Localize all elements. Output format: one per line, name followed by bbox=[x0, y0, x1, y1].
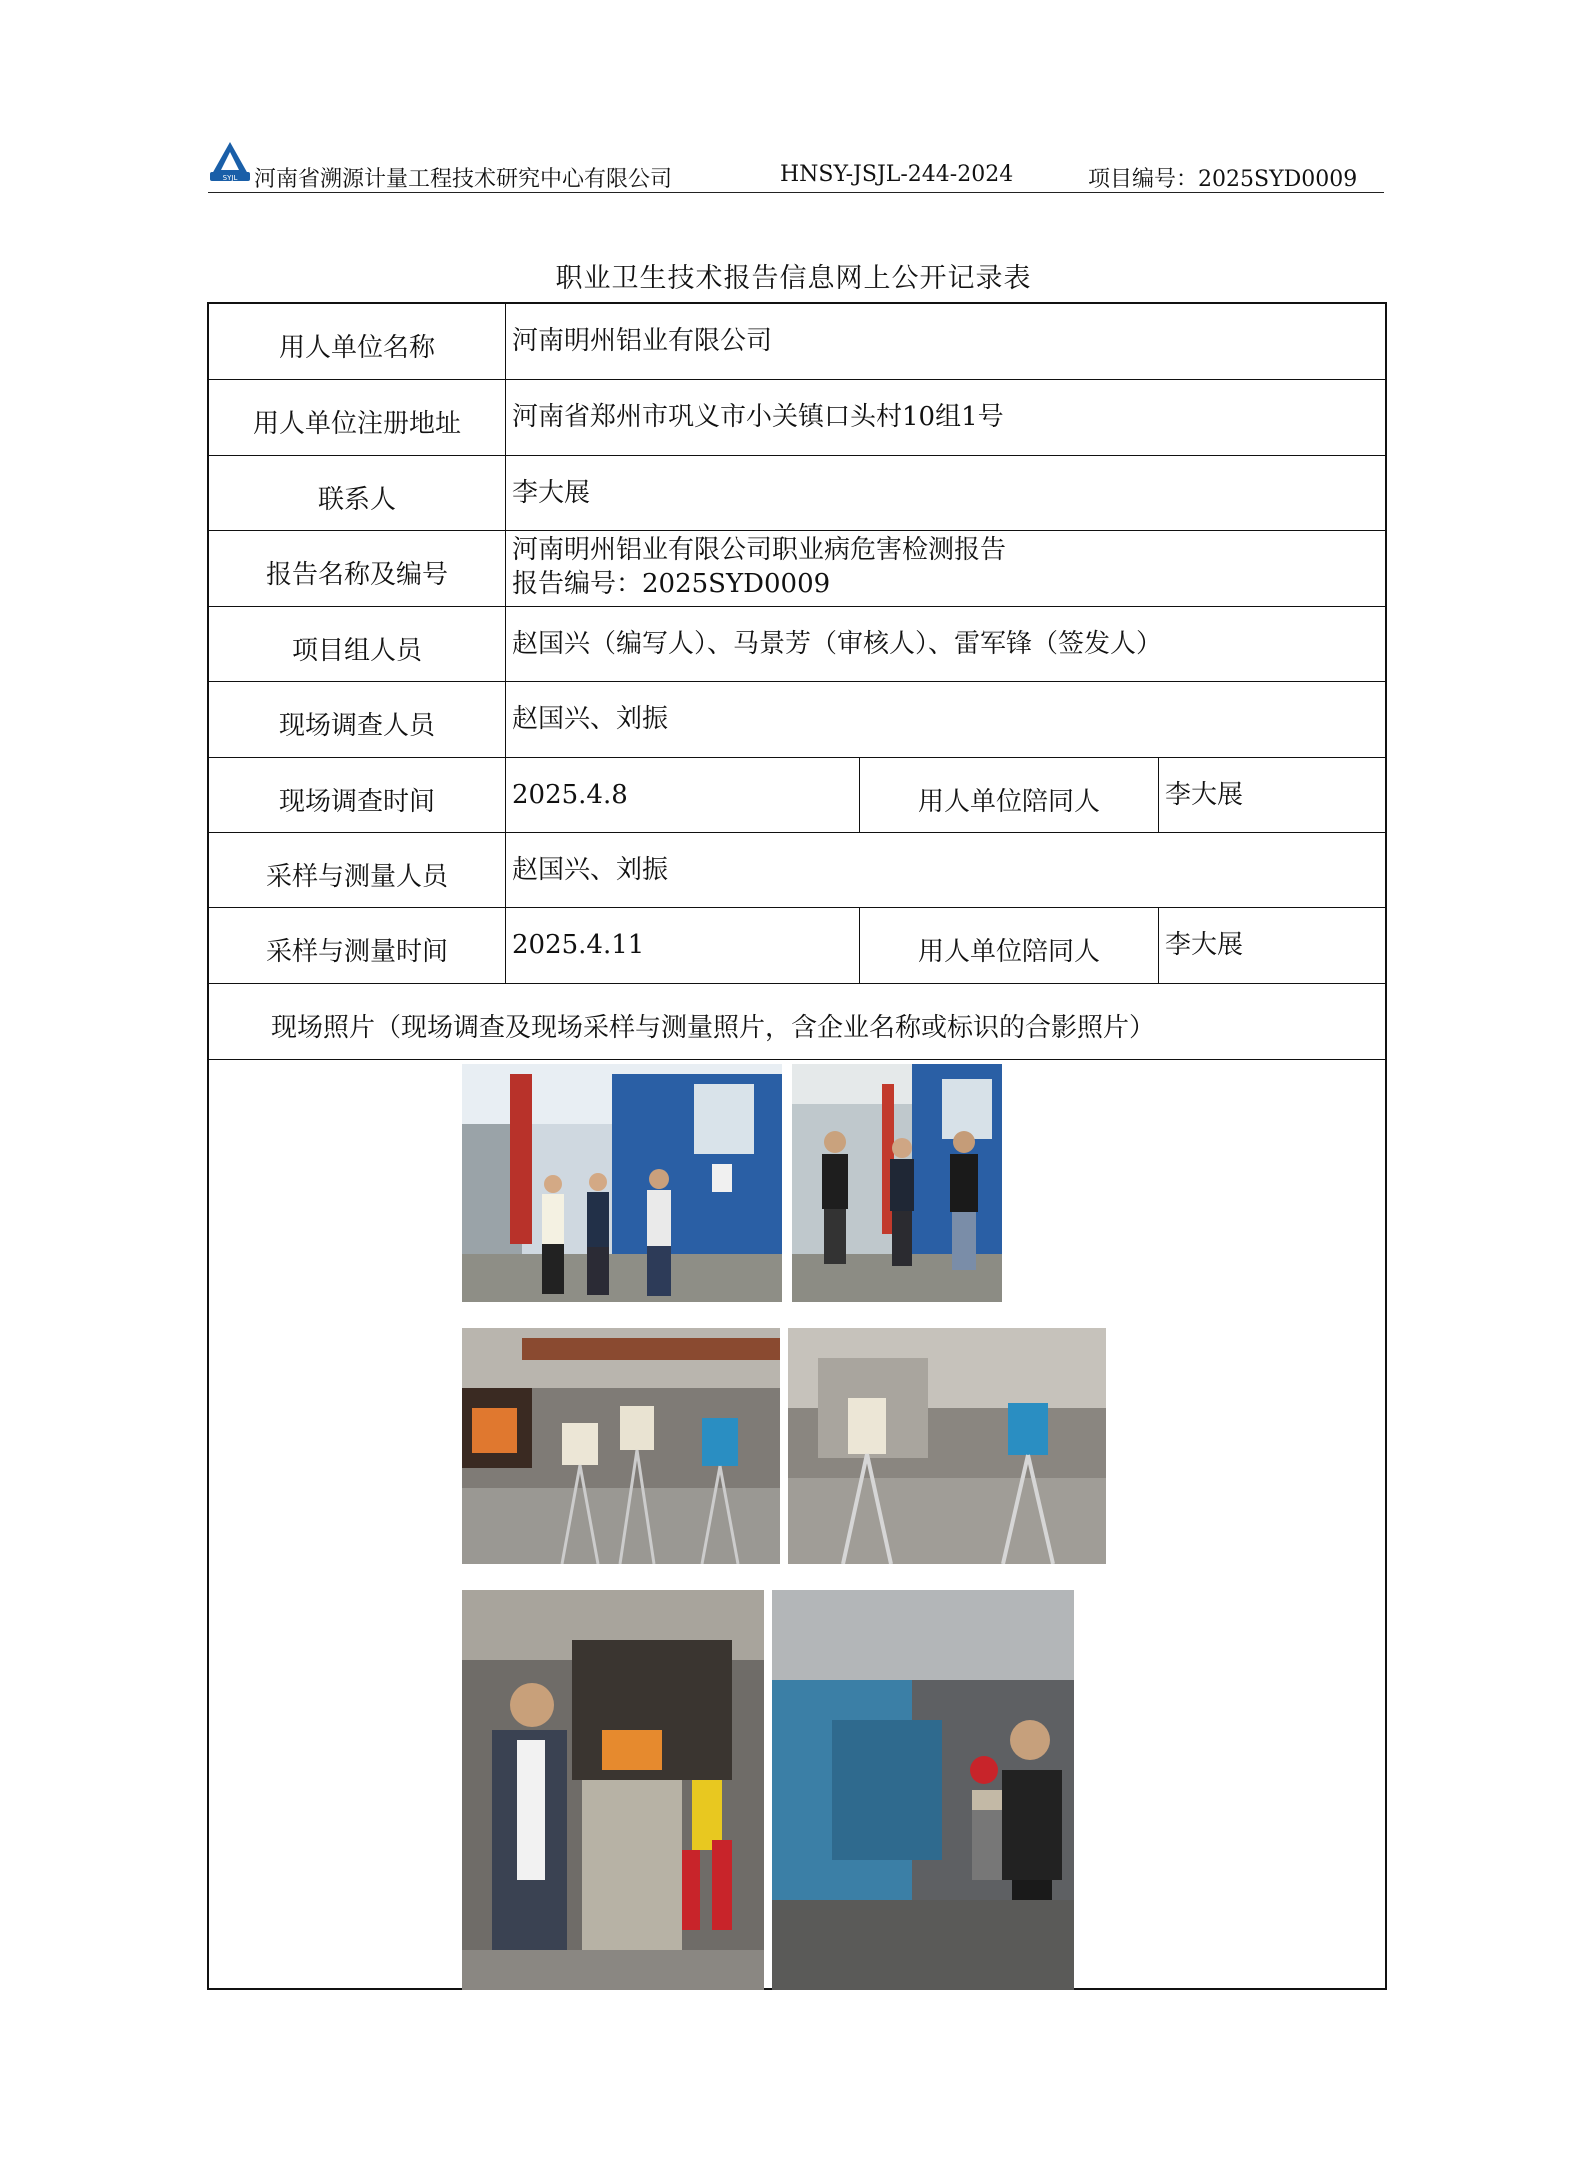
label-address: 用人单位注册地址 bbox=[252, 409, 461, 439]
photo-production-line bbox=[772, 1590, 1074, 1990]
row-contact bbox=[209, 456, 1385, 531]
value-survey-companion: 李大展 bbox=[1158, 758, 1385, 832]
value-contact: 李大展 bbox=[505, 456, 1385, 530]
label-sampling-staff: 采样与测量人员 bbox=[265, 861, 448, 892]
value-unit-name: 河南明州铝业有限公司 bbox=[505, 304, 1385, 379]
photo-group-gate bbox=[462, 1064, 782, 1302]
header-company: 河南省溯源计量工程技术研究中心有限公司 bbox=[254, 167, 673, 192]
photo-control-panel bbox=[462, 1590, 764, 1990]
row-sampling-staff bbox=[209, 833, 1385, 908]
page-header bbox=[208, 140, 1384, 193]
photo-area bbox=[209, 1060, 1385, 1990]
row-survey-time bbox=[209, 758, 1385, 833]
header-project-number: 项目编号：2025SYD0009 bbox=[1088, 167, 1358, 192]
label-report: 报告名称及编号 bbox=[265, 560, 448, 590]
value-survey-time: 2025.4.8 bbox=[505, 758, 859, 832]
value-report bbox=[505, 531, 1385, 606]
label-sampling-companion: 用人单位陪同人 bbox=[859, 908, 1158, 983]
record-table bbox=[207, 302, 1387, 1990]
value-team: 赵国兴（编写人）、马景芳（审核人）、雷军锋（签发人） bbox=[505, 607, 1385, 681]
document-title: 职业卫生技术报告信息网上公开记录表 bbox=[555, 263, 1032, 294]
label-survey-time: 现场调查时间 bbox=[278, 786, 435, 817]
label-survey-companion: 用人单位陪同人 bbox=[859, 758, 1158, 832]
label-sampling-time: 采样与测量时间 bbox=[265, 937, 448, 967]
label-contact: 联系人 bbox=[317, 484, 396, 515]
row-sampling-time bbox=[209, 908, 1385, 984]
row-photos-label bbox=[209, 984, 1385, 1060]
row-address bbox=[209, 380, 1385, 456]
row-team bbox=[209, 607, 1385, 682]
photo-sampler-workshop bbox=[788, 1328, 1106, 1564]
row-unit-name bbox=[209, 304, 1385, 380]
company-logo-icon bbox=[208, 140, 252, 184]
value-sampling-staff: 赵国兴、刘振 bbox=[505, 833, 1385, 907]
label-photos: 现场照片（现场调查及现场采样与测量照片，含企业名称或标识的合影照片） bbox=[271, 1013, 1156, 1043]
photo-sampler-furnace bbox=[462, 1328, 780, 1564]
value-sampling-time: 2025.4.11 bbox=[505, 908, 859, 983]
svg-text:SYJL: SYJL bbox=[222, 174, 238, 182]
value-survey-staff: 赵国兴、刘振 bbox=[505, 682, 1385, 757]
label-team: 项目组人员 bbox=[291, 635, 422, 666]
label-survey-staff: 现场调查人员 bbox=[278, 711, 435, 741]
value-sampling-companion: 李大展 bbox=[1158, 908, 1385, 983]
row-report bbox=[209, 531, 1385, 607]
photo-group-workshop bbox=[792, 1064, 1002, 1302]
value-address: 河南省郑州市巩义市小关镇口头村10组1号 bbox=[505, 380, 1385, 455]
report-name: 河南明州铝业有限公司职业病危害检测报告 bbox=[512, 535, 1007, 565]
header-doc-code: HNSY-JSJL-244-2024 bbox=[780, 162, 1014, 187]
row-survey-staff bbox=[209, 682, 1385, 758]
label-unit-name: 用人单位名称 bbox=[278, 333, 435, 363]
report-number: 报告编号：2025SYD0009 bbox=[512, 569, 831, 599]
